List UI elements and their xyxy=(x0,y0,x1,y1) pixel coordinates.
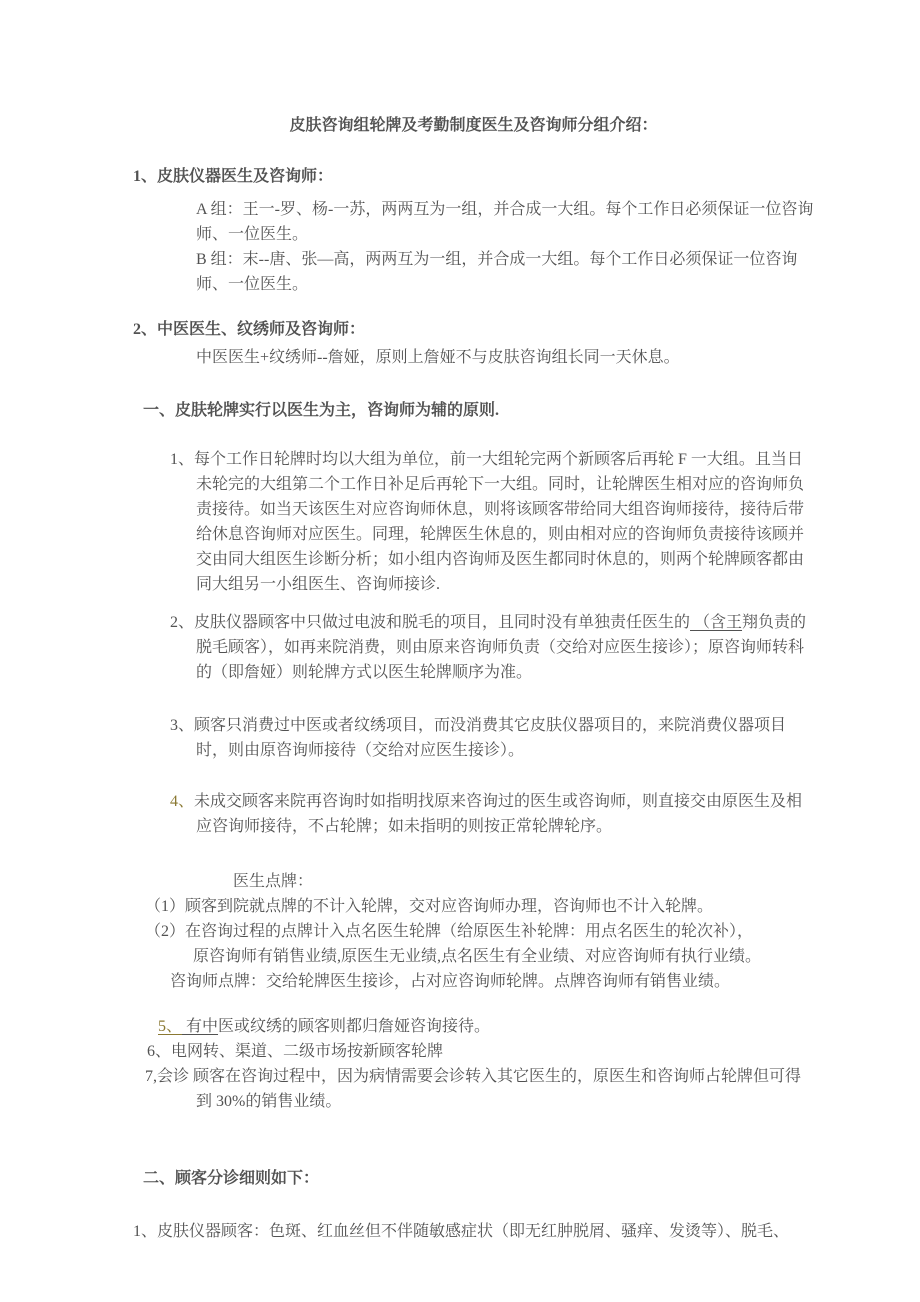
section-one-item-3: 3、顾客只消费过中医或者纹绣项目，而没消费其它皮肤仪器项目的，来院消费仪器项目时，则由原咨询师接待（交给对应医生接诊）。 xyxy=(170,717,787,759)
heading-tcm-staff: 2、中医医生、纹绣师及咨询师： xyxy=(133,321,366,338)
paragraph-tcm-note: 中医医生+纹绣师--詹娅，原则上詹娅不与皮肤咨询组长同一天休息。 xyxy=(196,349,680,366)
consultant-pick-rule: 咨询师点牌：交给轮牌医生接诊，占对应咨询师轮牌。点牌咨询师有销售业绩。 xyxy=(170,973,731,990)
item-5-underlined-text: 有中 xyxy=(182,1018,219,1035)
section-one-item-2 xyxy=(133,610,814,685)
item-2-underlined-text: （含王 xyxy=(690,614,743,631)
doc-title: 皮肤咨询组轮牌及考勤制度医生及咨询师分组介绍： xyxy=(289,117,658,134)
item-2-text: 2、皮肤仪器顾客中只做过电波和脱毛的项目，且同时没有单独责任医生的 xyxy=(170,614,691,631)
item-2-text-cont: 翔负责的脱毛顾客），如再来院消费，则由原来咨询师负责（交给对应医生接诊）；原咨询师转科的（即詹娅）则轮牌方式以医生轮牌顺序为准。 xyxy=(196,614,807,681)
item-4-marker: 4、 xyxy=(170,793,195,810)
section-two-heading: 二、顾客分诊细则如下： xyxy=(143,1170,320,1187)
doctor-pick-rule-1: （1）顾客到院就点牌的不计入轮牌，交对应咨询师办理，咨询师也不计入轮牌。 xyxy=(145,898,714,915)
item-5-text: 医或纹绣的顾客则都归詹娅咨询接待。 xyxy=(218,1018,491,1035)
heading-equipment-doctors: 1、皮肤仪器医生及咨询师： xyxy=(133,168,334,185)
doctor-pick-heading: 医生点牌： xyxy=(233,873,314,890)
section-one-item-4 xyxy=(133,789,814,839)
section-one-item-7: 7,会诊 顾客在咨询过程中，因为病情需要会诊转入其它医生的，原医生和咨询师占轮牌但可得到 30%的销售业绩。 xyxy=(145,1068,802,1110)
section-one-heading: 一、皮肤轮牌实行以医生为主，咨询师为辅的原则. xyxy=(143,402,500,419)
section-one-item-5 xyxy=(133,1014,814,1039)
doctor-pick-rule-2: （2）在咨询过程的点牌计入点名医生轮牌（给原医生补轮牌：用点名医生的轮次补）， xyxy=(145,923,754,940)
paragraph-group-b: B 组：末--唐、张—高，两两互为一组，并合成一大组。每个工作日必须保证一位咨询师、一位医生。 xyxy=(196,251,798,293)
item-5-marker: 5、 xyxy=(158,1018,183,1035)
doctor-pick-rule-2-cont: 原咨询师有销售业绩,原医生无业绩,点名医生有全业绩、对应咨询师有执行业绩。 xyxy=(193,948,762,965)
item-4-text: 未成交顾客来院再咨询时如指明找原来咨询过的医生或咨询师，则直接交由原医生及相应咨询师接待，不占轮牌；如未指明的则按正常轮牌轮序。 xyxy=(194,793,803,835)
section-one-item-1: 1、每个工作日轮牌时均以大组为单位，前一大组轮完两个新顾客后再轮 F 一大组。且当日未轮完的大组第二个工作日补足后再轮下一大组。同时，让轮牌医生相对应的咨询师负责接待。如当天该医生对应咨询师休息，则将该顾客带给同大组咨询师接待，接待后带给休息咨询师对应医生。同理，轮牌医生休息的，则由相对应的咨询师负责接待该顾并交由同大组医生诊断分析；如小组内咨询师及医生都同时休息的，则两个轮牌顾客都由同大组另一小组医生、咨询师接诊. xyxy=(170,451,805,593)
paragraph-group-a: A 组：王一-罗、杨-一苏，两两互为一组，并合成一大组。每个工作日必须保证一位咨询师、一位医生。 xyxy=(196,201,814,243)
section-two-item-1: 1、皮肤仪器顾客：色斑、红血丝但不伴随敏感症状（即无红肿脱屑、骚痒、发烫等）、脱毛、 xyxy=(133,1223,790,1240)
section-one-item-6: 6、电网转、渠道、二级市场按新顾客轮牌 xyxy=(147,1043,444,1060)
